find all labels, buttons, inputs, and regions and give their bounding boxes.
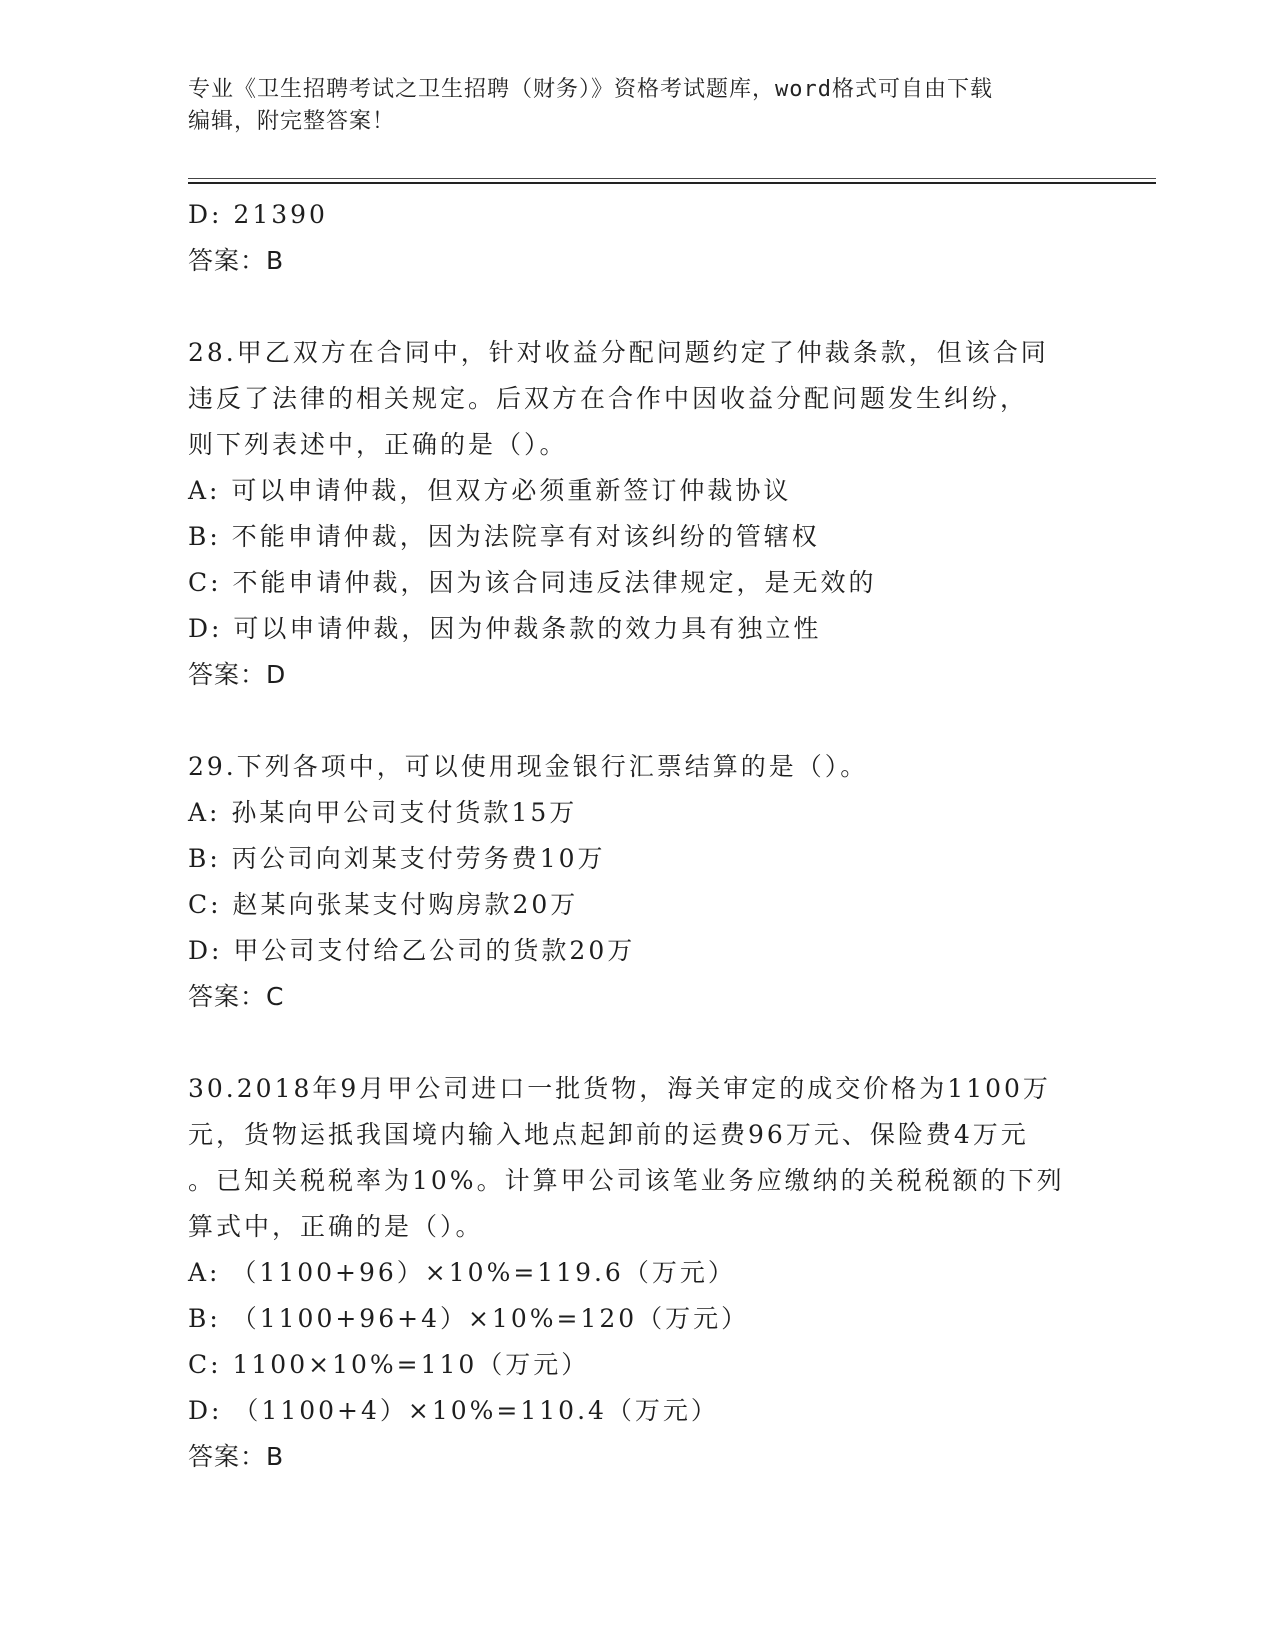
question-stem-line: 则下列表述中，正确的是（）。 — [188, 430, 568, 459]
question-stem-line: 28.甲乙双方在合同中，针对收益分配问题约定了仲裁条款，但该合同 — [188, 338, 1049, 367]
question-stem-line: 违反了法律的相关规定。后双方在合作中因收益分配问题发生纠纷， — [188, 384, 1029, 413]
option-a: A: （1100+96）×10%=119.6（万元） — [188, 1258, 736, 1287]
option-d: D: 甲公司支付给乙公司的货款20万 — [188, 936, 636, 965]
spacer — [188, 1020, 1088, 1066]
option-b: B: （1100+96+4）×10%=120（万元） — [188, 1304, 750, 1333]
answer: 答案：B — [188, 1442, 285, 1471]
question-28 — [188, 330, 1088, 698]
option-b: B: 丙公司向刘某支付劳务费10万 — [188, 844, 606, 873]
question-stem-line: 30.2018年9月甲公司进口一批货物，海关审定的成交价格为1100万 — [188, 1074, 1051, 1103]
header-line-2: 编辑，附完整答案！ — [188, 109, 396, 134]
option-d: D: （1100+4）×10%=110.4（万元） — [188, 1396, 719, 1425]
option-b: B: 不能申请仲裁，因为法院享有对该纠纷的管辖权 — [188, 522, 820, 551]
question-stem-line: 29.下列各项中，可以使用现金银行汇票结算的是（）。 — [188, 752, 869, 781]
prev-answer: 答案：B — [188, 246, 285, 275]
answer: 答案：C — [188, 982, 285, 1011]
option-a: A: 孙某向甲公司支付货款15万 — [188, 798, 578, 827]
option-a: A: 可以申请仲裁，但双方必须重新签订仲裁协议 — [188, 476, 792, 505]
question-stem-line: 元，货物运抵我国境内输入地点起卸前的运费96万元、保险费4万元 — [188, 1120, 1029, 1149]
document-header — [188, 74, 1088, 138]
option-d: D: 可以申请仲裁，因为仲裁条款的效力具有独立性 — [188, 614, 822, 643]
question-30 — [188, 1066, 1088, 1480]
option-c: C: 不能申请仲裁，因为该合同违反法律规定，是无效的 — [188, 568, 877, 597]
header-line-1: 专业《卫生招聘考试之卫生招聘（财务）》资格考试题库，word格式可自由下载 — [188, 77, 993, 102]
question-29 — [188, 744, 1088, 1020]
question-stem-line: 算式中，正确的是（）。 — [188, 1212, 484, 1241]
answer: 答案：D — [188, 660, 287, 689]
option-c: C: 赵某向张某支付购房款20万 — [188, 890, 579, 919]
question-stem-line: 。已知关税税率为10%。计算甲公司该笔业务应缴纳的关税税额的下列 — [188, 1166, 1065, 1195]
question-content — [188, 192, 1088, 1480]
header-divider-thin — [188, 178, 1156, 179]
header-divider-thick — [188, 182, 1156, 184]
option-c: C: 1100×10%=110（万元） — [188, 1350, 590, 1379]
spacer — [188, 698, 1088, 744]
prev-option-d: D: 21390 — [188, 200, 328, 229]
spacer — [188, 284, 1088, 330]
